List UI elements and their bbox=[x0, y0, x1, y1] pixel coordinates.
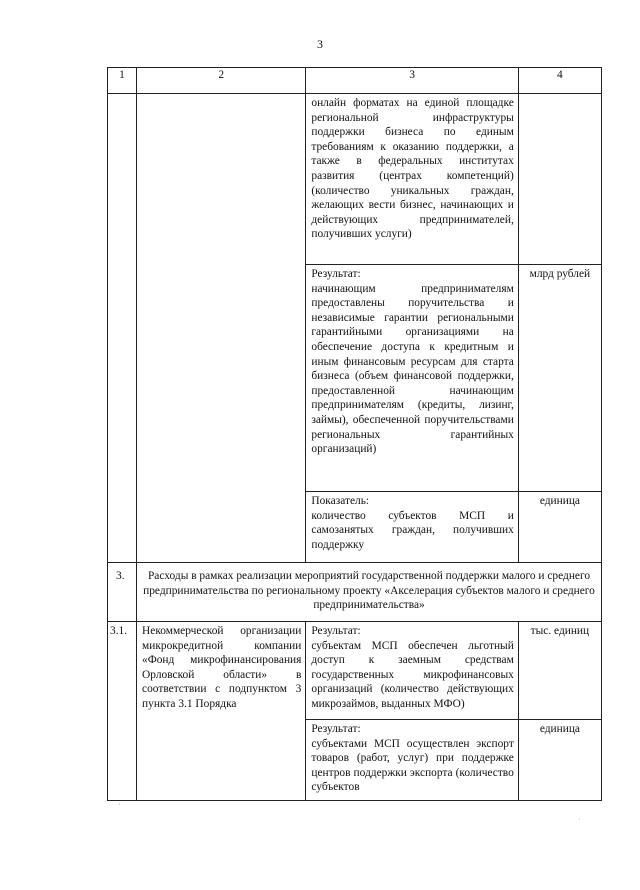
section-title-cell bbox=[137, 563, 602, 622]
section-number: 3. bbox=[116, 570, 125, 582]
indicator-cell bbox=[306, 492, 518, 563]
unit-cell bbox=[518, 492, 601, 563]
section-row bbox=[108, 563, 602, 622]
result-text: Результат: субъектам МСП обеспечен льготный доступ к заемным средствам государственных микрофинансовых организаций (количество действующих микрозаймов, выданных МФО) bbox=[311, 625, 514, 710]
result-text: Результат: начинающим предпринимателям предоставлены поручительства и независимые гарантии региональными гарантийными организациями на обеспечение доступа к кредитным и иным финансовым ресурсам для старта бизнеса (объем финансовой поддержки, предоставленной начинающим предпринимателям (кредиты, лизинг, займы), обеспеченной поручительствами региональных гарантийных организаций) bbox=[311, 268, 514, 456]
indicator-text: Показатель: количество субъектов МСП и самозанятых граждан, получивших поддержку bbox=[311, 495, 514, 551]
unit-text bbox=[519, 94, 601, 98]
unit-text: тыс. единиц bbox=[530, 625, 590, 637]
unit-cell bbox=[518, 265, 601, 492]
result-cell bbox=[306, 94, 518, 265]
unit-text: млрд рублей bbox=[529, 268, 591, 280]
table-header-row bbox=[108, 68, 602, 94]
unit-cell bbox=[518, 622, 601, 720]
subsection-number-cell bbox=[108, 622, 137, 801]
unit-cell bbox=[518, 720, 601, 801]
header-col-2: 2 bbox=[137, 68, 306, 94]
unit-text: единица bbox=[539, 495, 580, 507]
unit-cell bbox=[518, 94, 601, 265]
header-col-4: 4 bbox=[518, 68, 601, 94]
table-row bbox=[108, 622, 602, 720]
result-text: Результат: субъектами МСП осуществлен экспорт товаров (работ, услуг) при поддержке центров поддержки экспорта (количество субъектов bbox=[311, 723, 514, 794]
scan-speck: · bbox=[118, 800, 121, 809]
recipient-text: Некоммерческой организации микрокредитной компании «Фонд микрофинансирования Орловской области» в соответствии с подпунктом 3 пункта 3.1 Порядка bbox=[142, 625, 302, 710]
header-col-3: 3 bbox=[306, 68, 518, 94]
section-title: Расходы в рамках реализации мероприятий государственной поддержки малого и среднего предпринимательства по региональному проекту «Акселерация субъектов малого и среднего предпринимательства» bbox=[143, 570, 595, 612]
result-cell bbox=[306, 265, 518, 492]
scan-speck: · bbox=[578, 815, 581, 824]
header-col-1: 1 bbox=[108, 68, 137, 94]
page-number: 3 bbox=[317, 37, 323, 51]
empty-number-cell bbox=[108, 94, 137, 563]
section-number-cell bbox=[108, 563, 137, 622]
unit-text: единица bbox=[539, 723, 580, 735]
table-row bbox=[108, 94, 602, 265]
subsection-number: 3.1. bbox=[110, 625, 128, 637]
measures-table bbox=[107, 67, 602, 801]
result-cell bbox=[306, 622, 518, 720]
empty-recipient-cell bbox=[137, 94, 306, 563]
result-cell bbox=[306, 720, 518, 801]
recipient-cell bbox=[137, 622, 306, 801]
result-text: онлайн форматах на единой площадке региональной инфраструктуры поддержки бизнеса по единым требованиям к оказанию поддержки, а также в федеральных институтах развития (центрах компетенций) (количество уникальных граждан, желающих вести бизнес, начинающих и действующих предпринимателей, получивших услуги) bbox=[311, 97, 514, 241]
